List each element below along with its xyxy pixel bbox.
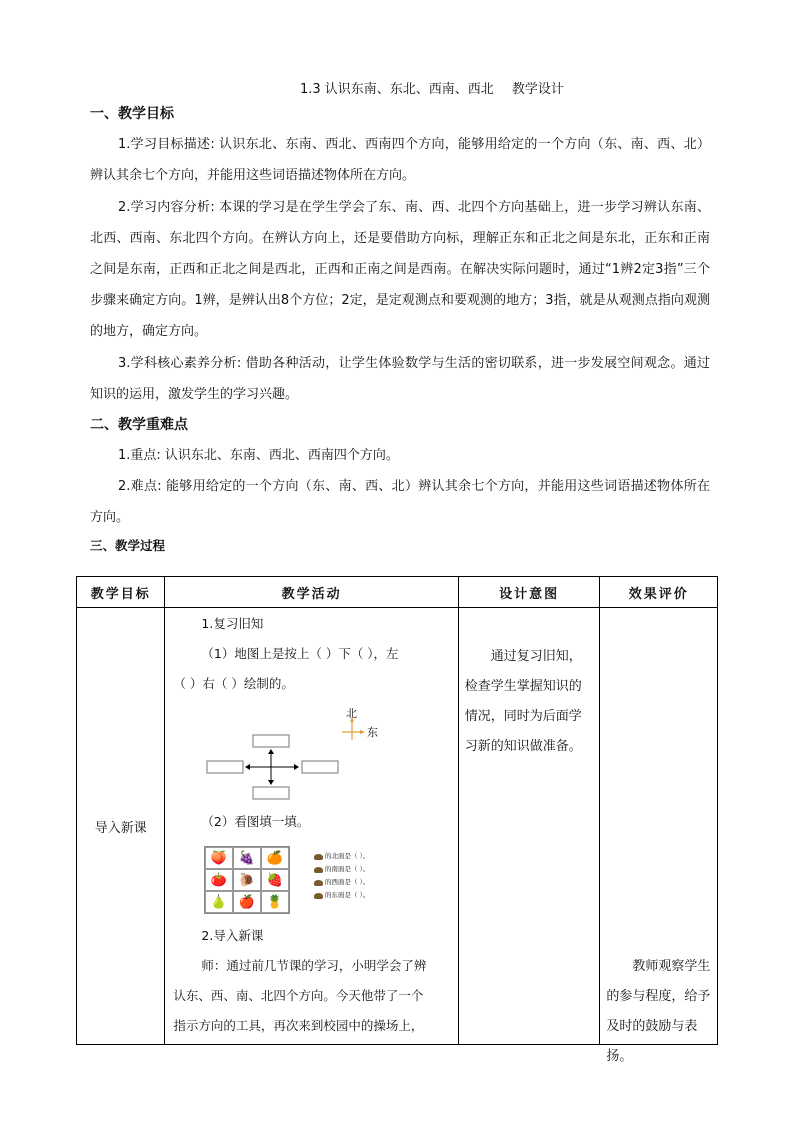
section1-heading: 一、教学目标 [90, 106, 174, 122]
snail-icon [314, 880, 323, 886]
section1-paragraph-3: 3.学科核心素养分析: 借助各种活动，让学生体验数学与生活的密切联系，进一步发展空间观念。通过知识的运用，激发学生的学习兴趣。 [90, 356, 710, 402]
table-row [77, 608, 718, 1045]
teaching-process-table [76, 576, 718, 1064]
header-intent: 设计意图 [458, 577, 600, 608]
activity-line: 1.复习旧知 [201, 616, 264, 631]
section1-paragraph-2: 2.学习内容分析: 本课的学习是在学生学会了东、南、西、北四个方向基础上，进一步学习辨认东南、北西、西南、东北四个方向。在辨认方向上，还是要借助方向标，理解正东和正北之间是东北，正东和正南之间是东南，正西和正北之间是西北，正西和正南之间是西南。在解决实际问题时，通过“1辨2定3指”三个步骤来确定方向。1辨，是辨认出8个方位；2定，是定观测点和要观测的地方；3指，就是从观测点指向观测的地方，确定方向。 [90, 200, 710, 339]
blank-text: 的南面是（ ）。 [325, 865, 370, 873]
activity-line: 指示方向的工具，再次来到校园中的操场上， [173, 1018, 424, 1033]
section3-heading: 三、教学过程 [90, 538, 166, 553]
section2-heading: 二、教学重难点 [90, 417, 188, 433]
blank-row [314, 889, 369, 902]
compass-north-label: 北 [346, 707, 357, 720]
fill-in-blanks [314, 850, 369, 902]
table-header-row [77, 577, 718, 608]
grid-cell: 🐌 [233, 869, 261, 891]
grid-cell: 🍎 [233, 891, 261, 913]
grid-cell: 🍍 [261, 891, 289, 913]
evaluation-cell [600, 608, 718, 1064]
grid-cell: 🍑 [205, 847, 233, 869]
document-title [300, 78, 564, 97]
blank-row [314, 863, 369, 876]
blank-text: 的北面是（ ）。 [325, 852, 370, 860]
activity-cell [165, 608, 458, 1045]
grid-cell: 🍅 [205, 869, 233, 891]
activity-line: 2.导入新课 [201, 928, 264, 943]
section2-paragraph-1: 1.重点: 认识东北、东南、西北、西南四个方向。 [118, 448, 399, 463]
snail-icon [314, 854, 323, 860]
section2-paragraph-2: 2.难点: 能够用给定的一个方向（东、南、西、北）辨认其余七个方向，并能用这些词语描述物体所在方向。 [90, 479, 710, 525]
title-main: 1.3 认识东南、东北、西南、西北 [300, 82, 494, 97]
direction-blanks-figure [206, 734, 340, 800]
grid-cell: 🍓 [261, 869, 289, 891]
title-suffix: 教学设计 [511, 82, 564, 97]
activity-line: （2）看图填一填。 [201, 814, 310, 829]
activity-line: 师：通过前几节课的学习，小明学会了辨 [201, 958, 427, 973]
blank-row [314, 850, 369, 863]
grid-cell: 🍊 [261, 847, 289, 869]
snail-icon [314, 893, 323, 899]
cross-arrows-icon [206, 734, 340, 800]
compass-figure [338, 708, 388, 744]
grid-cell: 🍇 [233, 847, 261, 869]
section1-paragraph-1: 1.学习目标描述: 认识东北、东南、西北、西南四个方向，能够用给定的一个方向（东、南、西、北）辨认其余七个方向，并能用这些词语描述物体所在方向。 [90, 137, 710, 183]
grid-cell: 🍐 [205, 891, 233, 913]
evaluation-text: 教师观察学生的参与程度，给予及时的鼓励与表扬。 [606, 959, 711, 1064]
activity-line: 认东、西、南、北四个方向。今天他带了一个 [173, 988, 424, 1003]
header-goal: 教学目标 [77, 577, 165, 608]
fruit-grid [204, 846, 290, 914]
snail-icon [314, 867, 323, 873]
activity-line: （ ）右（ ）绘制的。 [173, 676, 294, 691]
compass-east-label: 东 [367, 726, 378, 739]
blank-row [314, 876, 369, 889]
goal-cell: 导入新课 [77, 608, 165, 1045]
intent-text: 通过复习旧知，检查学生掌握知识的情况，同时为后面学习新的知识做准备。 [464, 649, 582, 754]
intent-cell [458, 608, 600, 1045]
header-activity: 教学活动 [165, 577, 458, 608]
blank-text: 的东面是（ ）。 [325, 891, 370, 899]
activity-line: （1）地图上是按上（ ）下（ ），左 [201, 646, 399, 661]
header-evaluation: 效果评价 [600, 577, 718, 608]
blank-text: 的西面是（ ）。 [325, 878, 370, 886]
